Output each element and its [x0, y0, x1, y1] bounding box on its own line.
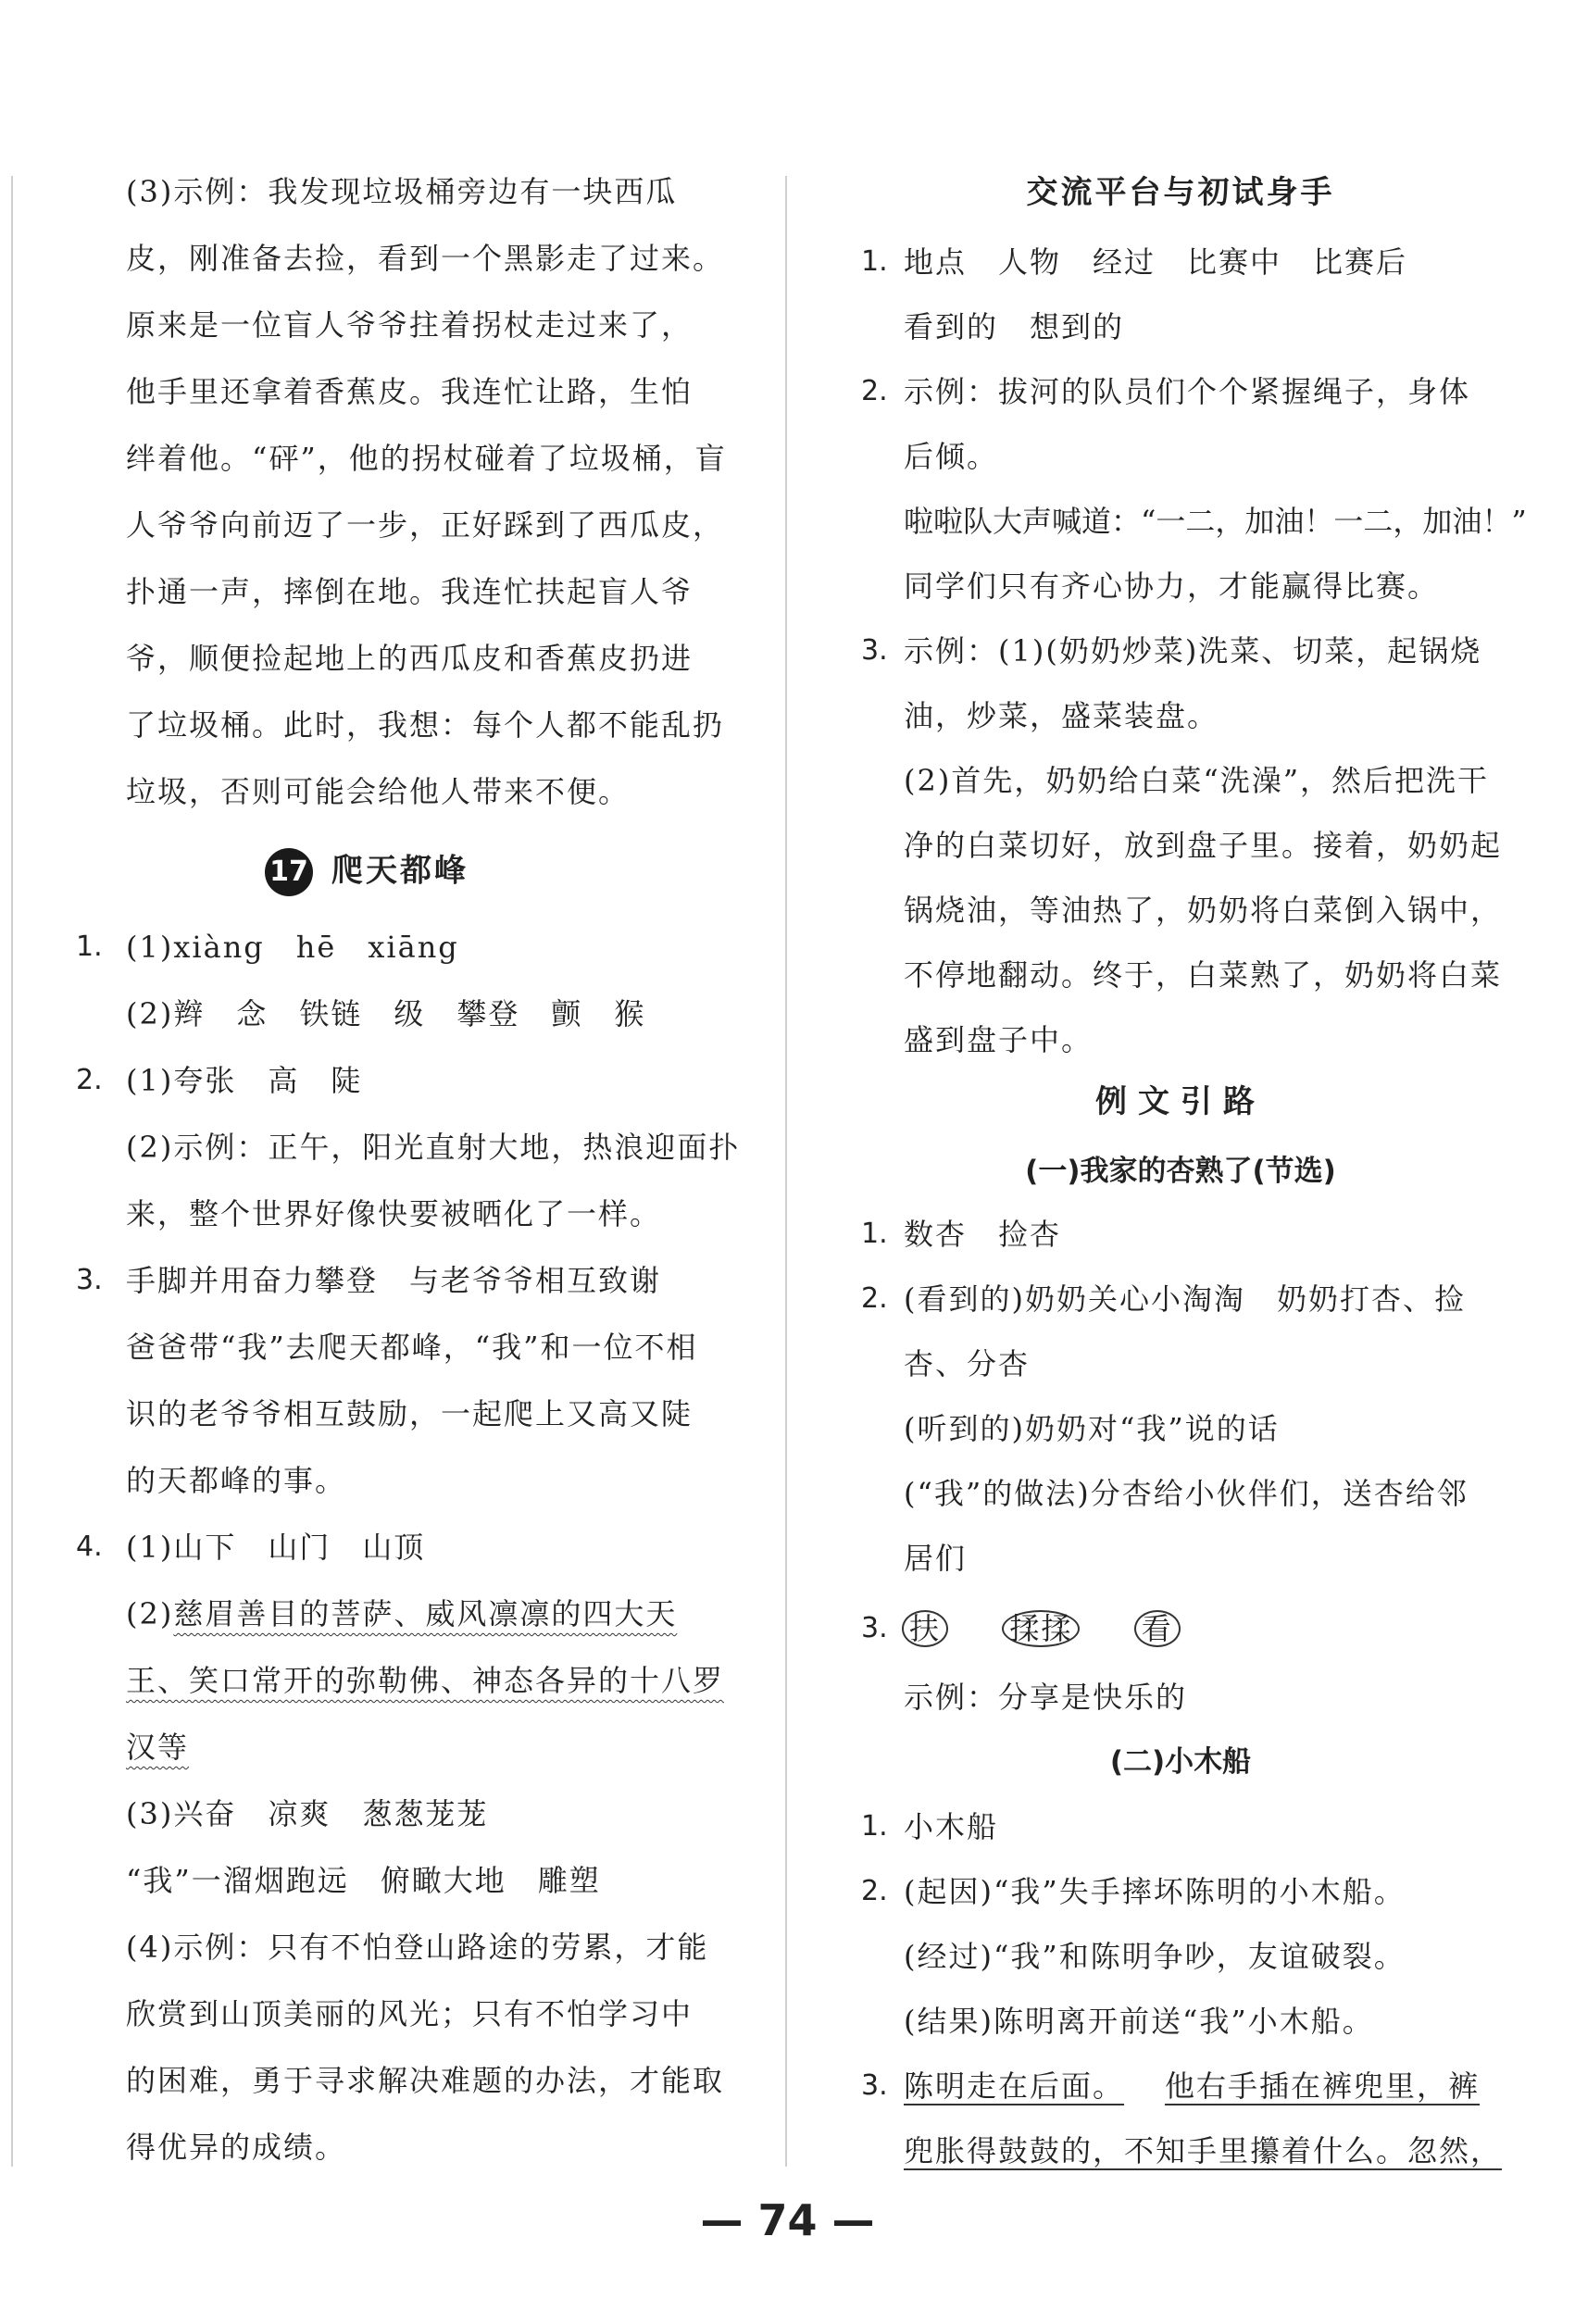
text-line: 扑通一声，摔倒在地。我连忙扶起盲人爷: [126, 574, 694, 609]
text-line: (1)山下 山门 山顶: [126, 1530, 426, 1565]
text-line: 示例：(1)(奶奶炒菜)洗菜、切菜，起锅烧: [904, 633, 1482, 668]
text-line: 了垃圾桶。此时，我想：每个人都不能乱扔: [126, 707, 725, 743]
question-number: 2.: [861, 1282, 888, 1315]
wavy-underlined-text: 慈眉善目的菩萨、威风凛凛的四大天: [173, 1596, 678, 1631]
text-line: 不停地翻动。终于，白菜熟了，奶奶将白菜: [904, 957, 1503, 993]
subsection-heading: (一)我家的杏熟了(节选): [1025, 1155, 1336, 1188]
wavy-underlined-text: 汉等: [126, 1730, 190, 1765]
text-line: 得优异的成绩。: [126, 2130, 347, 2165]
text-line: 人爷爷向前迈了一步，正好踩到了西瓜皮，: [126, 507, 725, 543]
text-line: [126, 1595, 677, 1632]
text-line: (听到的)奶奶对“我”说的话: [904, 1411, 1280, 1446]
text-line: 小木船: [904, 1809, 999, 1844]
subsection-heading: (二)小木船: [1109, 1745, 1252, 1779]
question-number: 1.: [861, 245, 888, 278]
question-number: 2.: [861, 1875, 888, 1907]
question-number: 3.: [861, 1612, 888, 1644]
text-line: (4)示例：只有不怕登山路途的劳累，才能: [126, 1930, 709, 1965]
text-line: 来，整个世界好像快要被晒化了一样。: [126, 1196, 662, 1231]
text-line: (1)xiàng hē xiāng: [126, 930, 459, 965]
underlined-text: 陈明走在后面。: [904, 2068, 1125, 2104]
text-line: (1)夸张 高 陡: [126, 1063, 363, 1098]
text-line: (3)示例：我发现垃圾桶旁边有一块西瓜: [126, 174, 678, 209]
wavy-underlined-text: 王、笑口常开的弥勒佛、神态各异的十八罗: [126, 1663, 725, 1698]
column-divider: [785, 176, 787, 2167]
text-prefix: (2): [126, 1596, 174, 1631]
section-heading: 例文引路: [1095, 1083, 1266, 1120]
question-number: 3.: [76, 1264, 103, 1296]
text-line: 爷，顺便捡起地上的西瓜皮和香蕉皮扔进: [126, 641, 694, 676]
text-line: 他手里还拿着香蕉皮。我连忙让路，生怕: [126, 374, 694, 409]
text-line: 居们: [904, 1541, 968, 1576]
text-line: (2)辫 念 铁链 级 攀登 颤 猴: [126, 996, 646, 1031]
circled-words-line: [902, 1610, 1181, 1647]
question-number: 2.: [861, 375, 888, 407]
text-line: 后倾。: [904, 439, 999, 474]
circled-word: 看: [1134, 1610, 1181, 1647]
text-line: 手脚并用奋力攀登 与老爷爷相互致谢: [126, 1263, 662, 1298]
text-line: 示例：拔河的队员们个个紧握绳子，身体: [904, 374, 1471, 409]
text-line: 示例：分享是快乐的: [904, 1680, 1188, 1715]
underlined-text: 兜胀得鼓鼓的，不知手里攥着什么。忽然，: [904, 2133, 1503, 2168]
text-line: 识的老爷爷相互鼓励，一起爬上又高又陡: [126, 1396, 694, 1431]
text-line: 的困难，勇于寻求解决难题的办法，才能取: [126, 2063, 725, 2098]
text-line: (看到的)奶奶关心小淘淘 奶奶打杏、捡: [904, 1281, 1466, 1317]
text-line: (2)示例：正午，阳光直射大地，热浪迎面扑: [126, 1130, 741, 1165]
circled-word: 揉揉: [1002, 1610, 1080, 1647]
question-number: 4.: [76, 1531, 103, 1563]
circled-word: 扶: [902, 1610, 948, 1647]
text-line: (3)兴奋 凉爽 葱葱茏茏: [126, 1796, 489, 1831]
question-number: 3.: [861, 634, 888, 667]
question-number: 1.: [76, 931, 103, 963]
text-line: (经过)“我”和陈明争吵，友谊破裂。: [904, 1939, 1406, 1974]
text-line: (“我”的做法)分杏给小伙伴们，送杏给邻: [904, 1476, 1469, 1511]
question-number: 1.: [861, 1218, 888, 1250]
text-line: 地点 人物 经过 比赛中 比赛后: [904, 244, 1408, 280]
lesson-title: 爬天都峰: [331, 852, 469, 890]
page-number: — 74 —: [700, 2195, 875, 2245]
text-line: 油，炒菜，盛菜装盘。: [904, 698, 1219, 733]
text-line: 看到的 想到的: [904, 309, 1125, 344]
text-line: 净的白菜切好，放到盘子里。接着，奶奶起: [904, 828, 1503, 863]
text-line: 锅烧油，等油热了，奶奶将白菜倒入锅中，: [904, 893, 1503, 928]
text-line: 同学们只有齐心协力，才能赢得比赛。: [904, 569, 1440, 604]
lesson-heading: [265, 848, 469, 896]
left-margin-line: [11, 176, 13, 2167]
text-line: 绊着他。“砰”，他的拐杖碰着了垃圾桶，盲: [126, 441, 727, 476]
text-line: 数杏 捡杏: [904, 1217, 1062, 1252]
question-number: 3.: [861, 2069, 888, 2102]
text-line: “我”一溜烟跑远 俯瞰大地 雕塑: [126, 1863, 601, 1898]
text-line: 皮，刚准备去捡，看到一个黑影走了过来。: [126, 241, 725, 276]
text-line: 爸爸带“我”去爬天都峰，“我”和一位不相: [126, 1330, 698, 1365]
question-number: 2.: [76, 1064, 103, 1096]
text-line: 原来是一位盲人爷爷拄着拐杖走过来了，: [126, 307, 694, 343]
text-line: 杏、分杏: [904, 1346, 1031, 1381]
text-line: 欣赏到山顶美丽的风光；只有不怕学习中: [126, 1996, 694, 2031]
text-line: 垃圾，否则可能会给他人带来不便。: [126, 774, 631, 809]
text-line: (结果)陈明离开前送“我”小木船。: [904, 2004, 1374, 2039]
text-line: (2)首先，奶奶给白菜“洗澡”，然后把洗干: [904, 763, 1490, 798]
lesson-number-badge: 17: [265, 848, 313, 896]
question-number: 1.: [861, 1810, 888, 1843]
text-line: 盛到盘子中。: [904, 1022, 1094, 1057]
text-line: 的天都峰的事。: [126, 1463, 347, 1498]
text-line: [904, 2068, 1480, 2105]
text-line: (起因)“我”失手摔坏陈明的小木船。: [904, 1874, 1406, 1909]
underlined-text: 他右手插在裤兜里，裤: [1165, 2068, 1481, 2104]
section-heading: 交流平台与初试身手: [1026, 174, 1335, 211]
text-line: 啦啦队大声喊道：“一二，加油！一二，加油！”: [904, 504, 1527, 539]
